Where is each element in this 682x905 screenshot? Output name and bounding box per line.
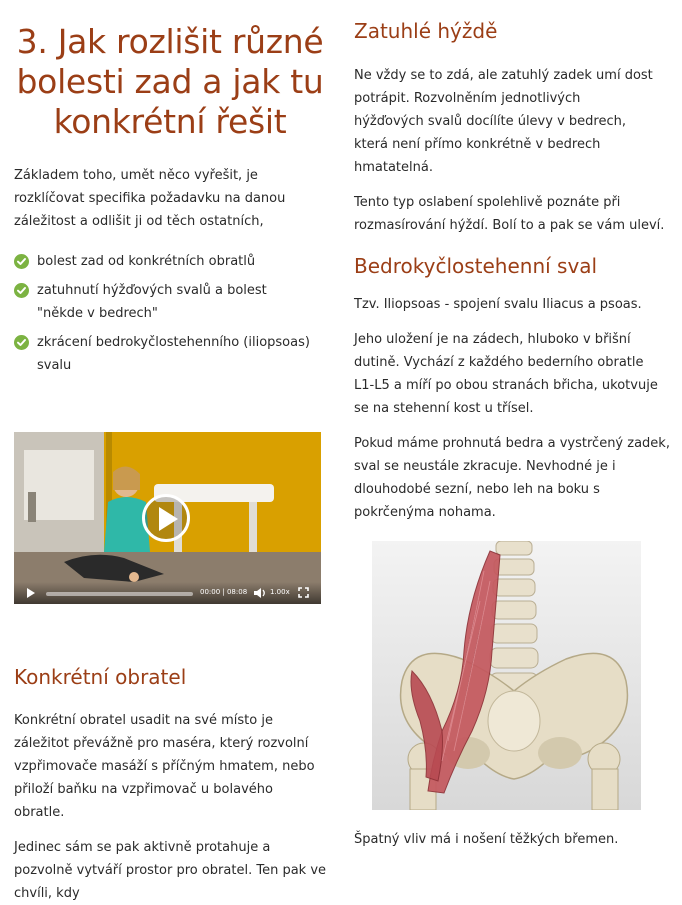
paragraph: Tzv. Iliopsoas - spojení svalu Iliacus a psoas. <box>354 297 642 312</box>
section-heading-glutes: Zatuhlé hýždě <box>354 19 498 43</box>
play-icon[interactable] <box>26 587 36 599</box>
section-heading-vertebra: Konkrétní obratel <box>14 665 187 689</box>
fullscreen-icon[interactable] <box>298 587 309 598</box>
pain-type-list <box>14 250 314 377</box>
caption-paragraph: Špatný vliv má i nošení těžkých břemen. <box>354 832 619 847</box>
video-controls <box>14 582 321 604</box>
video-player[interactable] <box>14 432 321 604</box>
anatomy-illustration <box>372 541 641 810</box>
list-item-text: zatuhnutí hýžďových svalů a bolest "někde v bedrech" <box>37 283 267 321</box>
list-item <box>14 250 314 273</box>
section-heading-iliopsoas: Bedrokyčlostehenní sval <box>354 254 598 278</box>
volume-icon[interactable] <box>253 587 266 599</box>
right-column <box>354 18 672 847</box>
left-column <box>14 22 327 901</box>
list-item-text: bolest zad od konkrétních obratlů <box>37 254 256 269</box>
paragraph: Pokud máme prohnutá bedra a vystrčený zadek, sval se neustále zkracuje. Nevhodné je i dlouhodobé sezní, nebo leh na boku s pokrčenýma nohama. <box>354 436 670 520</box>
play-overlay-button[interactable] <box>142 494 190 542</box>
paragraph: Ne vždy se to zdá, ale zatuhlý zadek umí dost potrápit. Rozvolněním jednotlivých hýžďových svalů docílíte úlevy v bedrech, která není přímo konkrétně v bedrech hmatatelná. <box>354 68 653 175</box>
paragraph: Tento typ oslabení spolehlivě poznáte při rozmasírování hýždí. Bolí to a pak se vám uleví. <box>354 195 665 233</box>
check-icon <box>14 254 29 269</box>
playback-speed[interactable]: 1.00x <box>270 588 290 596</box>
paragraph: Jedinec sám se pak aktivně protahuje a pozvolně vytváří prostor pro obratel. Ten pak ve chvíli, kdy <box>14 840 327 901</box>
iliopsoas-anatomy-image <box>372 541 641 810</box>
intro-paragraph: Základem toho, umět něco vyřešit, je rozklíčovat specifika požadavku na danou záležitost a odlišit ji od těch ostatních, <box>14 168 286 229</box>
list-item <box>14 279 314 325</box>
list-item-text: zkrácení bedrokyčlostehenního (iliopsoas) svalu <box>37 335 310 373</box>
check-icon <box>14 335 29 350</box>
list-item <box>14 331 314 377</box>
vertebra-section-body <box>14 709 326 905</box>
paragraph: Konkrétní obratel usadit na své místo je záležitot převážně pro maséra, který rozvolní vzpřimovače masáží s příčným hmatem, nebo přiloží baňku na vzpřimovač u bolavého obratle. <box>14 713 315 820</box>
play-icon <box>157 506 179 532</box>
video-time: 00:00 | 08:08 <box>200 588 248 596</box>
page-title: 3. Jak rozlišit různé bolesti zad a jak tu konkrétní řešit <box>16 22 324 141</box>
paragraph: Jeho uložení je na zádech, hluboko v břišní dutině. Vychází z každého bederního obratle L1-L5 a míří po obou stranách břicha, ukotvuje se na stehenní kost u třísel. <box>354 332 658 416</box>
video-progress-bar[interactable] <box>46 592 193 596</box>
check-icon <box>14 283 29 298</box>
